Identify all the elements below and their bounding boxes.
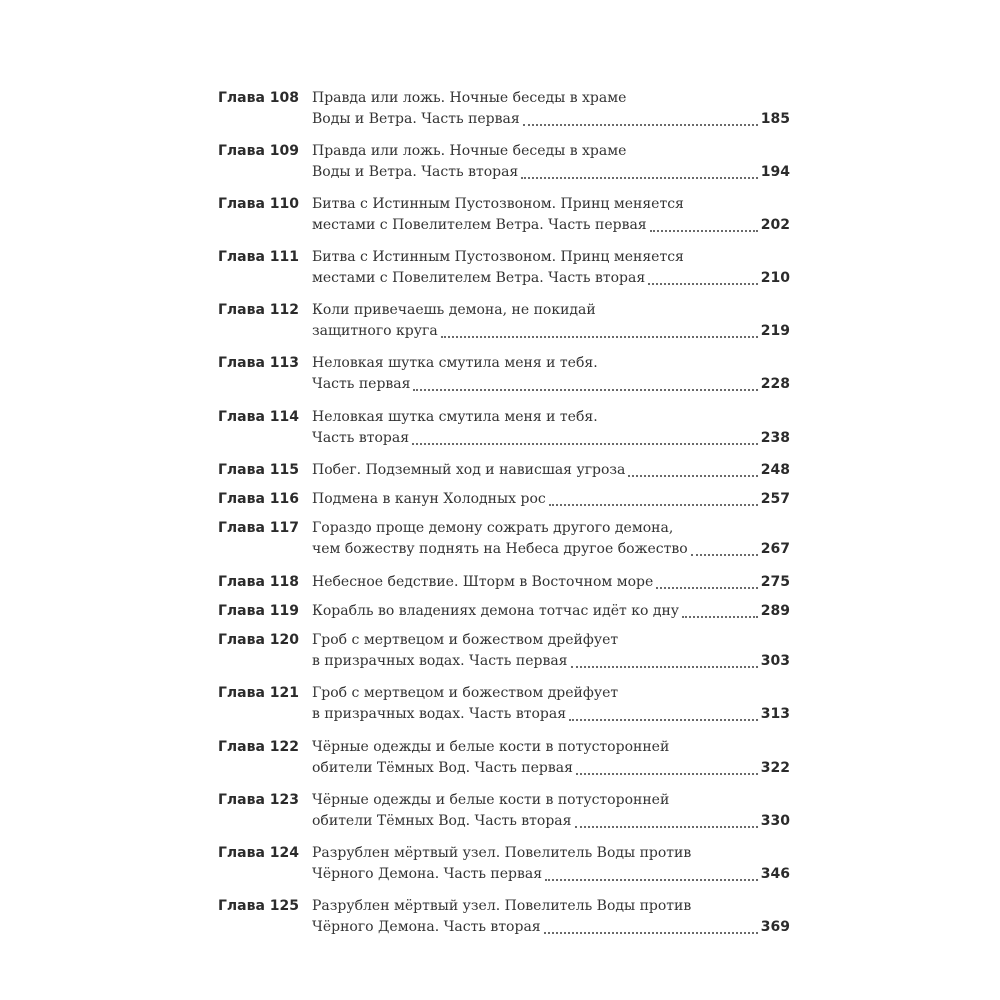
chapter-title-line: Корабль во владениях демона тотчас идёт ко дну <box>312 602 680 619</box>
page-number: 185 <box>760 111 790 127</box>
chapter-title-last-line <box>312 374 790 395</box>
chapter-label: Глава 124 <box>218 844 300 861</box>
chapter-label: Глава 125 <box>218 897 300 914</box>
chapter-label: Глава 121 <box>218 685 300 702</box>
chapter-title-last-line <box>312 460 790 481</box>
page-number: 248 <box>760 461 790 478</box>
page-number: 202 <box>760 217 790 234</box>
chapter-title-line: Неловкая шутка смутила меня и тебя. <box>312 355 598 372</box>
dot-leader <box>648 283 758 285</box>
chapter-label: Глава 109 <box>218 143 300 160</box>
chapter-title-last-line <box>312 321 790 342</box>
chapter-title-last-line <box>312 215 790 236</box>
dot-leader <box>441 336 758 338</box>
chapter-label: Глава 115 <box>218 461 300 478</box>
chapter-title <box>312 683 790 725</box>
dot-leader <box>549 504 758 506</box>
dot-leader <box>523 124 758 126</box>
chapter-title-line: чем божеству поднять на Небеса другое божество <box>312 541 688 558</box>
chapter-title <box>312 790 790 832</box>
chapter-title-last-line <box>312 572 790 593</box>
chapter-label: Глава 114 <box>218 408 300 425</box>
toc-entry[interactable] <box>218 518 790 571</box>
toc-entry[interactable] <box>218 683 790 736</box>
chapter-title-last-line <box>312 109 790 130</box>
dot-leader <box>628 475 757 477</box>
page-number: 346 <box>760 865 790 882</box>
chapter-title-line: Воды и Ветра. Часть вторая <box>312 164 519 181</box>
chapter-title <box>312 88 790 130</box>
chapter-title-last-line <box>312 539 790 560</box>
chapter-title-last-line <box>312 864 790 885</box>
dot-leader <box>682 616 758 618</box>
chapter-title-last-line <box>312 704 790 725</box>
page-number: 194 <box>760 164 790 181</box>
page-number: 289 <box>760 602 790 619</box>
dot-leader <box>544 932 758 934</box>
toc-entry[interactable] <box>218 737 790 790</box>
chapter-title-last-line <box>312 162 790 183</box>
chapter-title <box>312 460 790 481</box>
chapter-title <box>312 300 790 342</box>
chapter-title-line: Разрублен мёртвый узел. Повелитель Воды против <box>312 897 692 914</box>
toc-entry[interactable] <box>218 601 790 630</box>
dot-leader <box>575 826 758 828</box>
chapter-title <box>312 896 790 938</box>
toc-entry[interactable] <box>218 300 790 353</box>
chapter-title-line: Битва с Истинным Пустозвоном. Принц меняется <box>312 249 684 266</box>
page-number: 369 <box>760 918 790 935</box>
chapter-title-line: в призрачных водах. Часть первая <box>312 653 568 670</box>
chapter-title-line: Небесное бедствие. Шторм в Восточном море <box>312 573 654 590</box>
toc-entry[interactable] <box>218 460 790 489</box>
chapter-title <box>312 572 790 593</box>
toc-entry[interactable] <box>218 489 790 518</box>
chapter-label: Глава 110 <box>218 196 300 213</box>
chapter-title <box>312 407 790 449</box>
dot-leader <box>656 587 757 589</box>
chapter-label: Глава 122 <box>218 738 300 755</box>
dot-leader <box>413 389 757 391</box>
chapter-title-line: Чёрного Демона. Часть вторая <box>312 918 541 935</box>
page-number: 267 <box>760 541 790 558</box>
chapter-title <box>312 843 790 885</box>
chapter-title-line: защитного круга <box>312 323 438 340</box>
toc-entry[interactable] <box>218 247 790 300</box>
dot-leader <box>412 443 758 445</box>
toc-entry[interactable] <box>218 630 790 683</box>
chapter-label: Глава 108 <box>218 90 300 106</box>
chapter-label: Глава 119 <box>218 602 300 619</box>
chapter-title-line: местами с Повелителем Ветра. Часть вторая <box>312 270 646 287</box>
dot-leader <box>576 773 758 775</box>
table-of-contents <box>218 88 790 949</box>
chapter-title-line: Чёрные одежды и белые кости в потусторонней <box>312 791 670 808</box>
chapter-title-last-line <box>312 758 790 779</box>
chapter-title <box>312 141 790 183</box>
chapter-title-last-line <box>312 601 790 622</box>
chapter-label: Глава 123 <box>218 791 300 808</box>
chapter-title-line: в призрачных водах. Часть вторая <box>312 706 567 723</box>
chapter-title-last-line <box>312 917 790 938</box>
chapter-title-line: обители Тёмных Вод. Часть вторая <box>312 812 572 829</box>
chapter-title-last-line <box>312 428 790 449</box>
page-number: 238 <box>760 429 790 446</box>
toc-entry[interactable] <box>218 194 790 247</box>
chapter-title-line: Чёрного Демона. Часть первая <box>312 865 543 882</box>
chapter-title <box>312 353 790 395</box>
dot-leader <box>691 554 758 556</box>
chapter-title-line: Побег. Подземный ход и нависшая угроза <box>312 461 626 478</box>
chapter-title-last-line <box>312 268 790 289</box>
chapter-title-last-line <box>312 489 790 510</box>
chapter-title <box>312 247 790 289</box>
chapter-title-line: Правда или ложь. Ночные беседы в храме <box>312 90 627 106</box>
toc-entry[interactable] <box>218 843 790 896</box>
chapter-title <box>312 737 790 779</box>
page-number: 322 <box>760 759 790 776</box>
chapter-label: Глава 117 <box>218 520 300 537</box>
chapter-title <box>312 601 790 622</box>
page-number: 219 <box>760 323 790 340</box>
chapter-title-line: Чёрные одежды и белые кости в потусторонней <box>312 738 670 755</box>
chapter-title-line: Гроб с мертвецом и божеством дрейфует <box>312 685 619 702</box>
chapter-label: Глава 118 <box>218 573 300 590</box>
dot-leader <box>571 666 758 668</box>
chapter-title-line: Часть первая <box>312 376 411 393</box>
chapter-label: Глава 112 <box>218 302 300 319</box>
toc-entry[interactable] <box>218 896 790 949</box>
page-number: 275 <box>760 573 790 590</box>
toc-entry[interactable] <box>218 790 790 843</box>
page-number: 313 <box>760 706 790 723</box>
chapter-title <box>312 630 790 672</box>
dot-leader <box>569 719 758 721</box>
chapter-title-line: Коли привечаешь демона, не покидай <box>312 302 596 319</box>
page-number: 330 <box>760 812 790 829</box>
toc-entry[interactable] <box>218 572 790 601</box>
dot-leader <box>545 879 758 881</box>
chapter-title-line: Неловкая шутка смутила меня и тебя. <box>312 408 598 425</box>
dot-leader <box>650 230 758 232</box>
chapter-title-line: местами с Повелителем Ветра. Часть первая <box>312 217 647 234</box>
toc-entry[interactable] <box>218 141 790 194</box>
chapter-title-line: Гораздо проще демону сожрать другого демона, <box>312 520 674 537</box>
page-number: 210 <box>760 270 790 287</box>
chapter-title-line: Воды и Ветра. Часть первая <box>312 111 520 127</box>
chapter-label: Глава 120 <box>218 632 300 649</box>
chapter-title-line: Подмена в канун Холодных рос <box>312 491 546 508</box>
chapter-label: Глава 113 <box>218 355 300 372</box>
toc-entry[interactable] <box>218 353 790 406</box>
chapter-title-line: Правда или ложь. Ночные беседы в храме <box>312 143 627 160</box>
chapter-label: Глава 111 <box>218 249 300 266</box>
chapter-title-line: обители Тёмных Вод. Часть первая <box>312 759 573 776</box>
chapter-title-line: Битва с Истинным Пустозвоном. Принц меняется <box>312 196 684 213</box>
toc-entry[interactable] <box>218 407 790 460</box>
dot-leader <box>521 177 758 179</box>
page-number: 303 <box>760 653 790 670</box>
chapter-title <box>312 489 790 510</box>
toc-entry[interactable] <box>218 88 790 141</box>
page-number: 257 <box>760 491 790 508</box>
chapter-title-line: Гроб с мертвецом и божеством дрейфует <box>312 632 619 649</box>
chapter-title <box>312 518 790 560</box>
chapter-title-line: Часть вторая <box>312 429 410 446</box>
chapter-title-last-line <box>312 651 790 672</box>
chapter-label: Глава 116 <box>218 491 300 508</box>
chapter-title-last-line <box>312 811 790 832</box>
chapter-title-line: Разрублен мёртвый узел. Повелитель Воды против <box>312 844 692 861</box>
chapter-title <box>312 194 790 236</box>
page-number: 228 <box>760 376 790 393</box>
